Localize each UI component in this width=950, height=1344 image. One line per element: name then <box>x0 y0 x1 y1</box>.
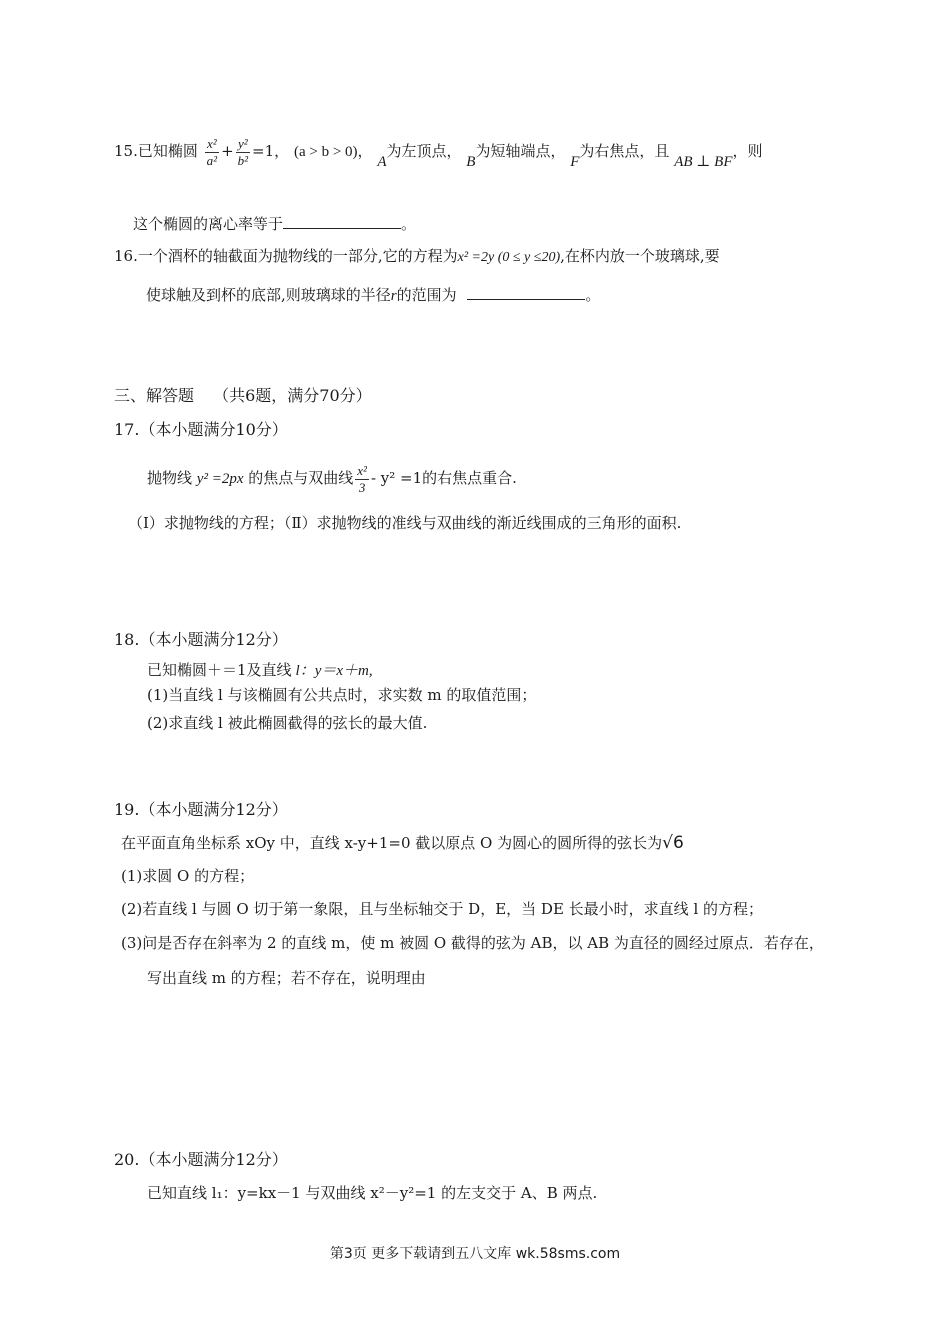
q15-line1: 15.已知椭圆 $\frac{\text{x²}}{\text{a²}}$ + $\frac{\text{y²}}{\text{b²}}$ =1， (a > b > 0)， A为左顶点， B为短轴端点， F为右焦点，且 AB ⊥ BF，则 <box>114 135 763 170</box>
q17-frac: $\frac{\text{x²}}{3}$ <box>357 462 367 495</box>
q15-line2: 这个椭圆的离心率等于 。 <box>133 215 417 233</box>
q16-line2: 使球触及到杯的底部,则玻璃球的半径r的范围为 。 <box>146 286 601 304</box>
q19-line4: (3)问是否存在斜率为 2 的直线 m，使 m 被圆 O 截得的弦为 AB，以 AB 为直径的圆经过原点．若存在， <box>121 934 824 952</box>
q15-frac-y: $\frac{\text{y²}}{\text{b²}}$ <box>237 135 249 168</box>
q15-point-f: F <box>570 154 580 170</box>
q17-parts: （Ⅰ）求抛物线的方程；（Ⅱ）求抛物线的准线与双曲线的渐近线围成的三角形的面积. <box>128 514 682 532</box>
q19-header: 19.（本小题满分12分） <box>114 800 288 819</box>
q19-sqrt6: √6 <box>662 833 684 853</box>
q15-frac-x: $\frac{\text{x²}}{\text{a²}}$ <box>206 135 218 168</box>
q17-header: 17.（本小题满分10分） <box>114 420 288 439</box>
q20-line1: 已知直线 l₁：y=kx－1 与双曲线 x²－y²=1 的左支交于 A、B 两点. <box>147 1184 598 1202</box>
q18-line3: (2)求直线 l 被此椭圆截得的弦长的最大值. <box>147 714 428 732</box>
q15-point-a: A <box>377 154 387 170</box>
q17-statement: 抛物线 y² =2px 的焦点与双曲线 $\frac{\text{x²}}{3}$ - y² =1的右焦点重合. <box>147 462 517 495</box>
q16-line1: 16.一个酒杯的轴截面为抛物线的一部分,它的方程为x² =2y (0 ≤ y ≤20),在杯内放一个玻璃球,要 <box>114 247 720 265</box>
q18-header: 18.（本小题满分12分） <box>114 630 288 649</box>
q15-perp: AB ⊥ BF <box>674 154 733 170</box>
q18-line1: 已知椭圆＋＝1及直线 l：y＝x＋m, <box>147 661 373 679</box>
q15-eq-tail: =1， <box>252 142 290 160</box>
q20-header: 20.（本小题满分12分） <box>114 1150 288 1169</box>
q19-line1: 在平面直角坐标系 xOy 中，直线 x-y+1=0 截以原点 O 为圆心的圆所得的弦长为√6 <box>121 833 684 853</box>
q15-lead: 已知椭圆 <box>137 142 198 160</box>
q18-line2: (1)当直线 l 与该椭圆有公共点时，求实数 m 的取值范围； <box>147 686 537 704</box>
q15-point-b: B <box>466 154 476 170</box>
page-footer: 第3页 更多下载请到五八文库 wk.58sms.com <box>329 1246 621 1262</box>
q19-line2: (1)求圆 O 的方程； <box>121 867 255 885</box>
q19-line3: (2)若直线 l 与圆 O 切于第一象限，且与坐标轴交于 D，E，当 DE 长最小时，求直线 l 的方程； <box>121 900 764 918</box>
q19-line5: 写出直线 m 的方程；若不存在，说明理由 <box>147 969 426 987</box>
section-title: 三、解答题 （共6题，满分70分） <box>114 386 372 405</box>
q16-eq: x² =2y (0 ≤ y ≤20) <box>457 250 561 265</box>
q15-number: 15. <box>114 142 138 160</box>
q15-answer-blank[interactable] <box>283 214 401 229</box>
q15-cond: (a > b > 0)， <box>293 144 373 160</box>
q16-answer-blank[interactable] <box>467 285 585 300</box>
